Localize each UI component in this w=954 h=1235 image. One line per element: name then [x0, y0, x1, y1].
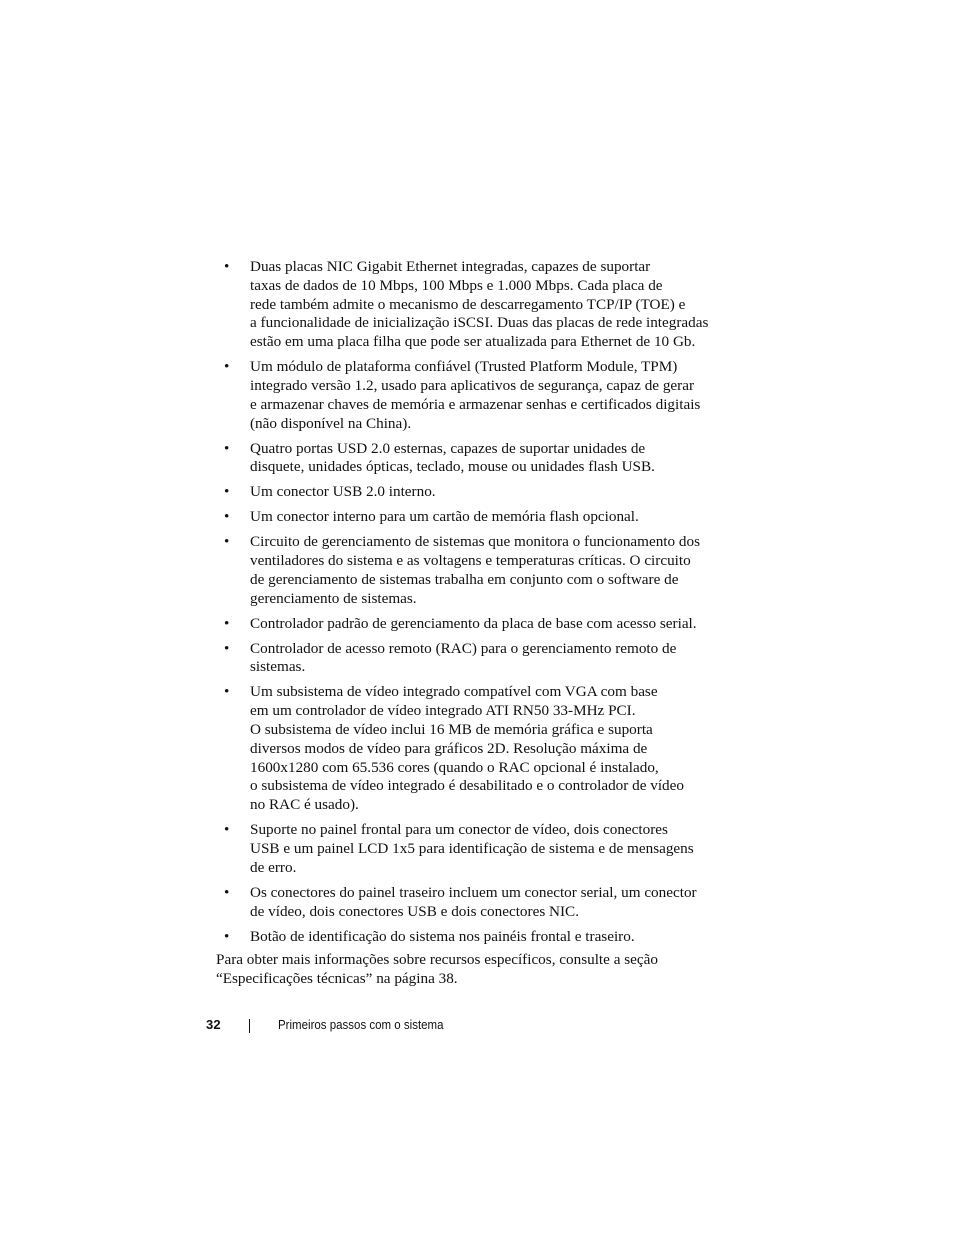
list-item-text: de gerenciamento de sistemas trabalha em conjunto com o software de — [250, 570, 679, 588]
list-item — [222, 483, 722, 502]
list-item-text: taxas de dados de 10 Mbps, 100 Mbps e 1.000 Mbps. Cada placa de — [250, 276, 663, 294]
closing-text: Para obter mais informações sobre recursos específicos, consulte a seção — [216, 951, 658, 968]
bullet-icon: • — [224, 258, 230, 275]
bullet-icon: • — [224, 483, 230, 501]
list-item-text: diversos modos de vídeo para gráficos 2D. Resolução máxima de — [250, 739, 648, 757]
footer-divider — [249, 1019, 250, 1033]
list-item-text: O subsistema de vídeo inclui 16 MB de memória gráfica e suporta — [250, 721, 653, 739]
list-item-text: USB e um painel LCD 1x5 para identificação de sistema e de mensagens — [250, 840, 694, 857]
list-item — [222, 683, 722, 815]
list-item-text: Os conectores do painel traseiro incluem um conector serial, um conector — [250, 883, 697, 901]
list-item — [222, 615, 722, 634]
list-item-text: rede também admite o mecanismo de descarregamento TCP/IP (TOE) e — [250, 295, 686, 313]
list-item-text: Circuito de gerenciamento de sistemas que monitora o funcionamento dos — [250, 533, 701, 551]
list-item — [222, 640, 722, 678]
list-item — [222, 258, 722, 352]
list-item-text: integrado versão 1.2, usado para aplicativos de segurança, capaz de gerar — [250, 376, 695, 394]
list-item — [222, 358, 722, 433]
bullet-icon: • — [224, 639, 230, 657]
list-item-text: o subsistema de vídeo integrado é desabilitado e o controlador de vídeo — [250, 777, 684, 795]
list-item — [222, 928, 722, 947]
list-item — [222, 821, 722, 877]
feature-list — [222, 258, 722, 953]
bullet-icon: • — [224, 439, 230, 457]
bullet-icon: • — [224, 508, 230, 526]
list-item-text: disquete, unidades ópticas, teclado, mouse ou unidades flash USB. — [250, 458, 655, 476]
list-item-text: gerenciamento de sistemas. — [250, 589, 417, 607]
bullet-icon: • — [224, 358, 230, 376]
list-item-text: e armazenar chaves de memória e armazenar senhas e certificados digitais — [250, 395, 701, 413]
list-item-text: estão em uma placa filha que pode ser atualizada para Ethernet de 10 Gb. — [250, 333, 696, 351]
bullet-icon: • — [224, 821, 230, 839]
list-item-text: sistemas. — [250, 658, 306, 676]
list-item-text: Um subsistema de vídeo integrado compatível com VGA com base — [250, 683, 658, 701]
list-item-text: em um controlador de vídeo integrado ATI RN50 33-MHz PCI. — [250, 702, 636, 720]
list-item — [222, 508, 722, 527]
list-item-text: Quatro portas USD 2.0 esternas, capazes de suportar unidades de — [250, 439, 646, 457]
list-item-text: ventiladores do sistema e as voltagens e temperaturas críticas. O circuito — [250, 552, 691, 570]
footer-section-title: Primeiros passos com o sistema — [278, 1018, 444, 1032]
page-number: 32 — [206, 1017, 221, 1032]
closing-paragraph — [216, 951, 736, 989]
list-item-text: 1600x1280 com 65.536 cores (quando o RAC opcional é instalado, — [250, 758, 659, 776]
list-item-text: de vídeo, dois conectores USB e dois conectores NIC. — [250, 902, 579, 920]
list-item-text: Controlador de acesso remoto (RAC) para o gerenciamento remoto de — [250, 639, 677, 657]
list-item-text: Um conector USB 2.0 interno. — [250, 483, 436, 501]
list-item-text: Um conector interno para um cartão de memória flash opcional. — [250, 508, 639, 526]
bullet-icon: • — [224, 614, 230, 632]
list-item-text: Duas placas NIC Gigabit Ethernet integradas, capazes de suportar — [250, 258, 651, 275]
bullet-icon: • — [224, 927, 230, 945]
closing-text: “Especificações técnicas” na página 38. — [216, 969, 458, 987]
list-item-text: Suporte no painel frontal para um conector de vídeo, dois conectores — [250, 821, 668, 839]
list-item-text: no RAC é usado). — [250, 796, 359, 814]
list-item-text: de erro. — [250, 858, 297, 876]
bullet-icon: • — [224, 533, 230, 551]
list-item — [222, 533, 722, 608]
list-item — [222, 884, 722, 922]
list-item-text: Controlador padrão de gerenciamento da placa de base com acesso serial. — [250, 614, 697, 632]
bullet-icon: • — [224, 883, 230, 901]
list-item-text: (não disponível na China). — [250, 414, 412, 432]
list-item-text: Um módulo de plataforma confiável (Trusted Platform Module, TPM) — [250, 358, 678, 376]
list-item-text: a funcionalidade de inicialização iSCSI. Duas das placas de rede integradas — [250, 314, 709, 332]
list-item — [222, 440, 722, 478]
list-item-text: Botão de identificação do sistema nos painéis frontal e traseiro. — [250, 927, 635, 945]
bullet-icon: • — [224, 683, 230, 701]
